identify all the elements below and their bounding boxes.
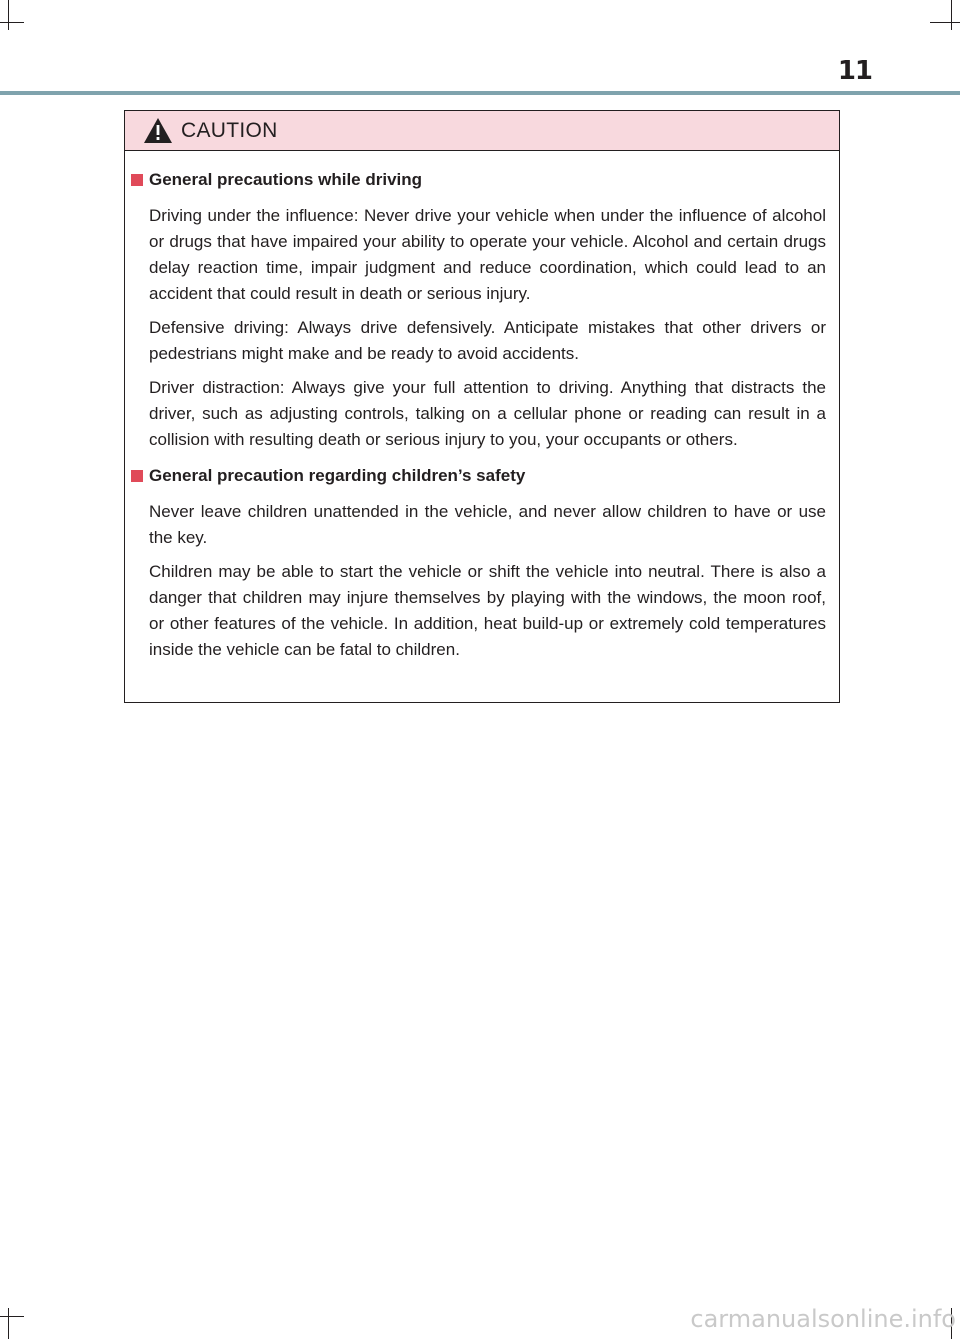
paragraph-defensive-driving: Defensive driving: Always drive defensively. Anticipate mistakes that other drivers or pedestrians might make and be ready to avoid accidents.: [149, 318, 826, 363]
crop-mark-bottom-left-vertical: [8, 1308, 9, 1339]
page-number: 11: [837, 56, 872, 86]
paragraph-children-unattended: Never leave children unattended in the vehicle, and never allow children to have or use the key.: [149, 502, 826, 547]
section-general-precautions: [131, 169, 826, 453]
crop-mark-top-right-horizontal: [930, 22, 960, 23]
caution-header: [125, 111, 839, 151]
crop-mark-top-left-horizontal: [0, 22, 24, 23]
caution-body: [125, 151, 839, 663]
crop-mark-top-right-vertical: [951, 0, 952, 30]
section-heading: [131, 465, 826, 487]
crop-mark-top-left-vertical: [8, 0, 9, 30]
watermark: carmanualsonline.info: [690, 1305, 956, 1333]
section-children-safety: [131, 465, 826, 663]
section-heading-text: General precaution regarding children’s safety: [149, 466, 526, 485]
warning-triangle-icon: [143, 117, 173, 144]
paragraph-driving-under-influence: Driving under the influence: Never drive your vehicle when under the influence of alcohol or drugs that have impaired your ability to operate your vehicle. Alcohol and certain drugs delay reaction time, impair judgment and reduce coordination, which could lead to an accident that could result in death or serious injury.: [149, 206, 826, 303]
section-heading: [131, 169, 826, 191]
caution-box: [124, 110, 840, 703]
header-rule: [0, 91, 960, 95]
crop-mark-bottom-left-horizontal: [0, 1316, 24, 1317]
caution-title: CAUTION: [181, 118, 278, 142]
square-bullet-icon: [131, 470, 143, 482]
section-heading-text: General precautions while driving: [149, 170, 423, 189]
paragraph-children-dangers: Children may be able to start the vehicle or shift the vehicle into neutral. There is also a danger that children may injure themselves by playing with the windows, the moon roof, or other features of the vehicle. In addition, heat build-up or extremely cold temperatures inside the vehicle can be fatal to children.: [149, 562, 826, 659]
paragraph-driver-distraction: Driver distraction: Always give your full attention to driving. Anything that distracts the driver, such as adjusting controls, talking on a cellular phone or reading can result in a collision with resulting death or serious injury to you, your occupants or others.: [149, 378, 826, 449]
square-bullet-icon: [131, 174, 143, 186]
